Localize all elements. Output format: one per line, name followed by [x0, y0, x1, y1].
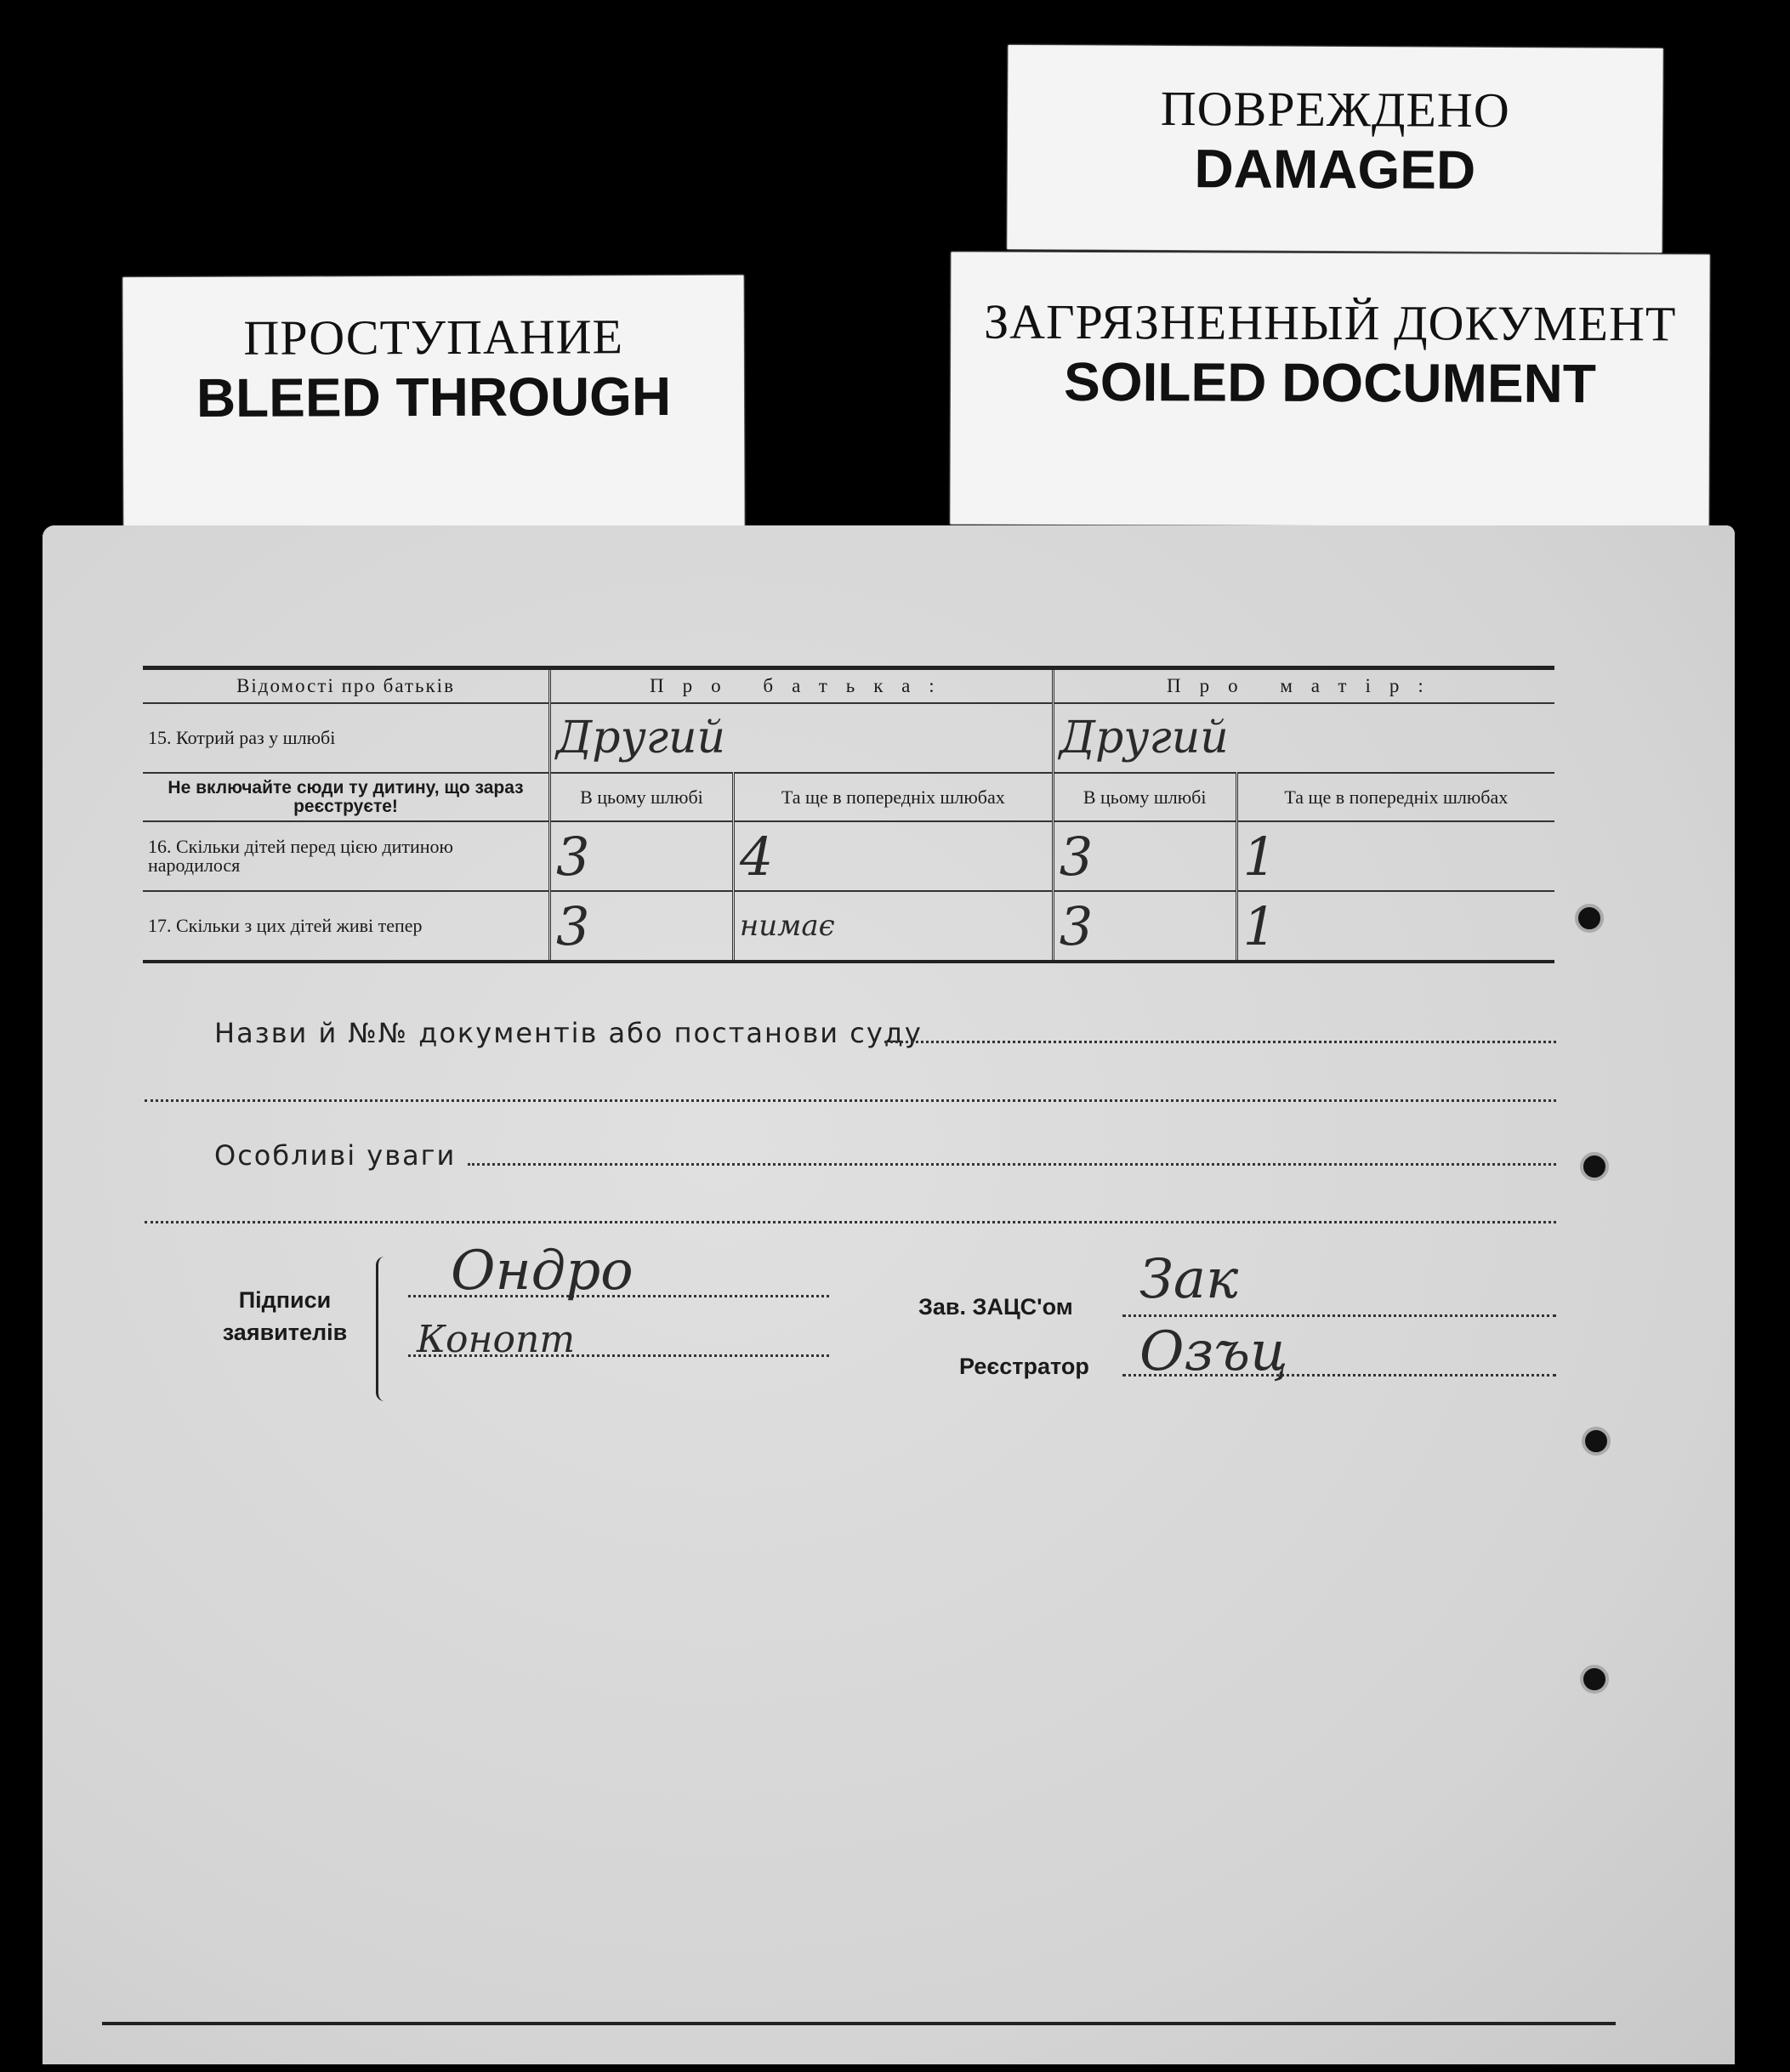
father-children-prev: 4: [733, 821, 1053, 891]
punch-hole: [1582, 1427, 1611, 1456]
bleed-label-en: BLEED THROUGH: [196, 366, 672, 429]
soiled-document-label: [950, 252, 1709, 526]
table-header-row: [143, 668, 1554, 704]
punch-hole: [1575, 904, 1604, 933]
parents-info-table: [143, 666, 1554, 963]
mother-children-this: 3: [1053, 821, 1236, 891]
father-this-marriage-header: В цьому шлюбі: [550, 773, 734, 821]
notes-label: Особливі уваги: [214, 1139, 457, 1172]
header-mother: Про матір:: [1053, 668, 1554, 704]
bleed-through-label: [122, 275, 744, 533]
mother-this-marriage-header: В цьому шлюбі: [1053, 773, 1236, 821]
soiled-label-ru: ЗАГРЯЗНЕННЫЙ ДОКУМЕНТ: [984, 293, 1677, 352]
applicant-signature-2: Конопт: [417, 1318, 576, 1361]
registrar-label: Реєстратор: [959, 1354, 1089, 1379]
damaged-label: [1007, 45, 1662, 253]
father-children-this: 3: [550, 821, 734, 891]
bottom-rule: [102, 2022, 1616, 2025]
table-row: [143, 703, 1554, 773]
mother-children-prev: 1: [1236, 821, 1554, 891]
soiled-label-en: SOILED DOCUMENT: [1064, 350, 1597, 415]
damaged-label-en: DAMAGED: [1194, 138, 1476, 201]
head-signature: Зак: [1139, 1248, 1239, 1311]
documents-line-2: [145, 1099, 1556, 1102]
header-parents-info: Відомості про батьків: [143, 668, 550, 704]
head-zags-label: Зав. ЗАЦС'ом: [918, 1294, 1073, 1320]
punch-hole: [1580, 1152, 1609, 1181]
documents-label: Назви й №№ документів або постанови суду: [214, 1017, 923, 1049]
applicants-signatures-label: Підписи заявителів: [222, 1287, 348, 1345]
father-marriage-count: Другий: [550, 703, 1054, 773]
question-17: 17. Скільки з цих дітей живі тепер: [143, 891, 550, 962]
applicant-signature-1: Ондро: [451, 1240, 634, 1303]
notes-line-1: [468, 1163, 1556, 1166]
punch-hole: [1580, 1665, 1609, 1694]
head-signature-line: [1122, 1314, 1556, 1317]
question-15: 15. Котрий раз у шлюбі: [143, 703, 550, 773]
exclude-warning: Не включайте сюди ту дитину, що зараз реєструєте!: [143, 773, 550, 821]
brace: [376, 1257, 395, 1401]
document-page: [43, 525, 1735, 2064]
notes-line-2: [145, 1221, 1556, 1223]
table-row: [143, 821, 1554, 891]
father-living-this: 3: [550, 891, 734, 962]
mother-living-this: 3: [1053, 891, 1236, 962]
mother-living-prev: 1: [1236, 891, 1554, 962]
damaged-label-ru: ПОВРЕЖДЕНО: [1160, 80, 1510, 139]
question-16: 16. Скільки дітей перед цією дитиною народилося: [143, 821, 550, 891]
mother-prev-marriages-header: Та ще в попередніх шлюбах: [1236, 773, 1554, 821]
documents-line-1: [884, 1041, 1556, 1043]
mother-marriage-count: Другий: [1053, 703, 1554, 773]
table-row: [143, 891, 1554, 962]
father-living-prev: нимає: [733, 891, 1053, 962]
father-prev-marriages-header: Та ще в попередніх шлюбах: [733, 773, 1053, 821]
bleed-label-ru: ПРОСТУПАНИЕ: [243, 309, 624, 366]
registrar-signature: Озъц: [1139, 1320, 1288, 1383]
header-father: Про батька:: [550, 668, 1054, 704]
table-subheader-row: [143, 773, 1554, 821]
